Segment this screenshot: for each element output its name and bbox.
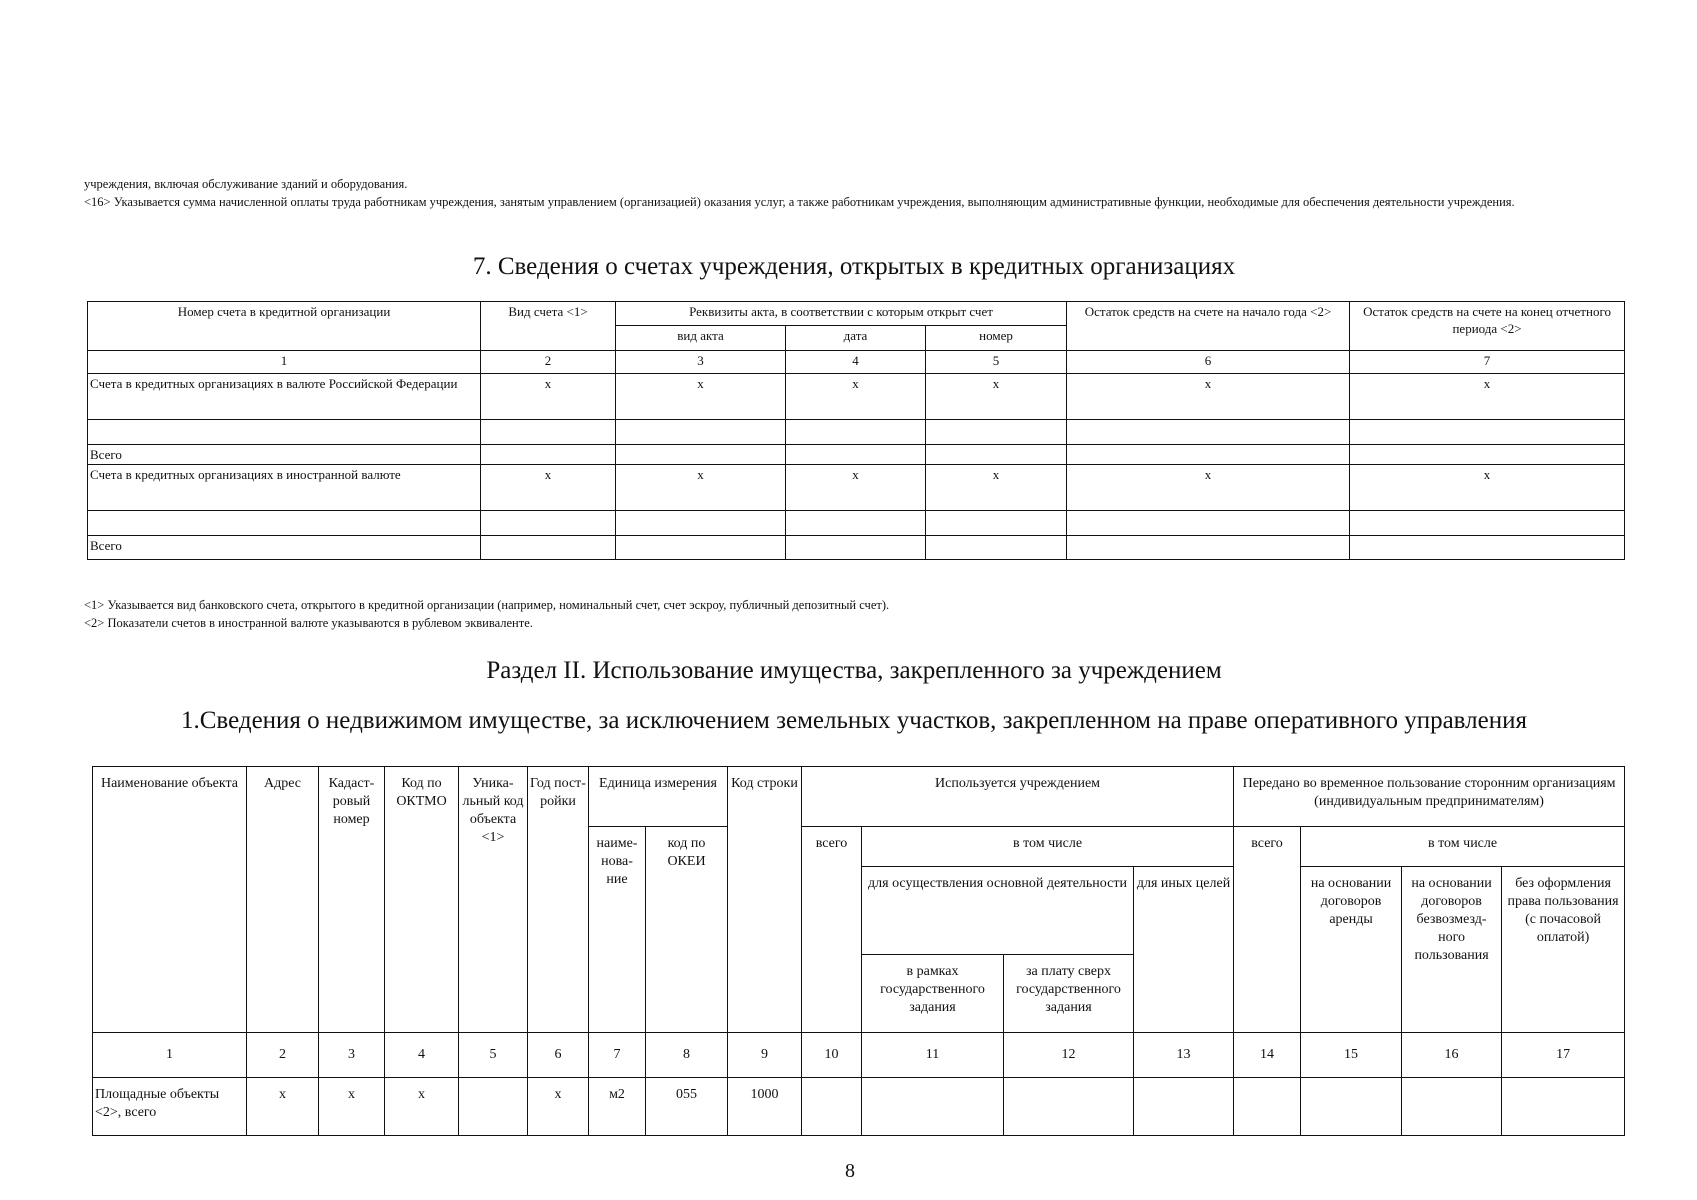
col-number: 12 <box>1004 1033 1134 1078</box>
header-within-task: в рамках государственного задания <box>862 955 1004 1033</box>
header-balance-start: Остаток средств на счете на начало года <2> <box>1067 302 1350 351</box>
table-row <box>88 445 1625 465</box>
accounts-table <box>87 301 1625 560</box>
empty-cell <box>616 420 786 445</box>
col-number: 17 <box>1502 1033 1625 1078</box>
header-act-details: Реквизиты акта, в соответствии с которым открыт счет <box>616 302 1067 326</box>
col-number: 1 <box>93 1033 247 1078</box>
header-rent: на основании договоров аренды <box>1301 867 1402 1033</box>
empty-cell <box>926 445 1067 465</box>
empty-cell <box>926 511 1067 536</box>
col-number: 15 <box>1301 1033 1402 1078</box>
col-number: 5 <box>926 351 1067 374</box>
cell-x: x <box>319 1078 385 1136</box>
table-row <box>88 374 1625 420</box>
cell-x: x <box>786 465 926 511</box>
header-free-use: на основании договоров безвозмезд-ного пользования <box>1402 867 1502 1033</box>
header-oktmo: Код по ОКТМО <box>385 767 459 1033</box>
header-used: Используется учреждением <box>802 767 1234 827</box>
header-cadastral: Кадаст-ровый номер <box>319 767 385 1033</box>
cell-x: x <box>616 374 786 420</box>
re-header-row-1 <box>93 767 1625 827</box>
col-number: 10 <box>802 1033 862 1078</box>
empty-cell <box>616 536 786 560</box>
empty-cell <box>786 536 926 560</box>
empty-cell <box>481 536 616 560</box>
col-number: 5 <box>459 1033 528 1078</box>
empty-cell <box>1234 1078 1301 1136</box>
header-act-number: номер <box>926 326 1067 351</box>
row-label-rub: Счета в кредитных организациях в валюте Российской Федерации <box>88 374 481 420</box>
empty-cell <box>481 511 616 536</box>
col-number: 6 <box>528 1033 589 1078</box>
cell-okei: 055 <box>646 1078 728 1136</box>
header-unique-code: Уника-льный код объекта <1> <box>459 767 528 1033</box>
empty-cell <box>1134 1078 1234 1136</box>
cell-x: x <box>247 1078 319 1136</box>
cell-x: x <box>1350 374 1625 420</box>
header-unit-name: наиме-нова-ние <box>589 827 646 1033</box>
page-number: 8 <box>845 1160 855 1182</box>
cell-x: x <box>1067 374 1350 420</box>
empty-cell <box>1350 420 1625 445</box>
empty-cell <box>616 445 786 465</box>
cell-x: x <box>528 1078 589 1136</box>
row-label-total: Всего <box>88 445 481 465</box>
empty-cell <box>862 1078 1004 1136</box>
empty-cell <box>786 445 926 465</box>
table-row <box>88 536 1625 560</box>
header-act-date: дата <box>786 326 926 351</box>
row-area-objects-label: Площадные объекты <2>, всего <box>93 1078 247 1136</box>
table-row <box>93 1078 1625 1136</box>
empty-cell <box>802 1078 862 1136</box>
empty-cell <box>1402 1078 1502 1136</box>
col-number: 4 <box>385 1033 459 1078</box>
cell-x: x <box>481 374 616 420</box>
empty-cell <box>88 511 481 536</box>
col-number: 13 <box>1134 1033 1234 1078</box>
empty-cell <box>1350 445 1625 465</box>
header-paid-over-task: за плату сверх государственного задания <box>1004 955 1134 1033</box>
empty-cell <box>926 536 1067 560</box>
row-label-total: Всего <box>88 536 481 560</box>
col-number: 14 <box>1234 1033 1301 1078</box>
cell-x: x <box>1067 465 1350 511</box>
empty-cell <box>1502 1078 1625 1136</box>
cell-x: x <box>926 465 1067 511</box>
header-balance-end: Остаток средств на счете на конец отчетного периода <2> <box>1350 302 1625 351</box>
cell-x: x <box>481 465 616 511</box>
header-no-rights: без оформления права пользования (с почасовой оплатой) <box>1502 867 1625 1033</box>
empty-cell <box>1350 511 1625 536</box>
col-number: 1 <box>88 351 481 374</box>
empty-cell <box>1067 420 1350 445</box>
cell-x: x <box>786 374 926 420</box>
header-used-total: всего <box>802 827 862 1033</box>
top-note-continuation: учреждения, включая обслуживание зданий и оборудования. <box>84 177 408 191</box>
col-number: 11 <box>862 1033 1004 1078</box>
accounts-column-numbers <box>88 351 1625 374</box>
table-row <box>88 420 1625 445</box>
empty-cell <box>1350 536 1625 560</box>
footnote-2: <2> Показатели счетов в иностранной валюте указываются в рублевом эквиваленте. <box>84 616 533 630</box>
header-act-type: вид акта <box>616 326 786 351</box>
header-year-built: Год пост-ройки <box>528 767 589 1033</box>
empty-cell <box>616 511 786 536</box>
cell-unit: м2 <box>589 1078 646 1136</box>
cell-row-code: 1000 <box>728 1078 802 1136</box>
col-number: 8 <box>646 1033 728 1078</box>
empty-cell <box>459 1078 528 1136</box>
col-number: 4 <box>786 351 926 374</box>
col-number: 3 <box>616 351 786 374</box>
empty-cell <box>926 420 1067 445</box>
cell-x: x <box>616 465 786 511</box>
empty-cell <box>88 420 481 445</box>
empty-cell <box>786 420 926 445</box>
header-transferred-incl: в том числе <box>1301 827 1625 867</box>
header-transferred: Передано во временное пользование сторонним организациям (индивидуальным предпринимателям) <box>1234 767 1625 827</box>
header-unit-okei: код по ОКЕИ <box>646 827 728 1033</box>
table-row <box>88 511 1625 536</box>
section-2-subtitle: 1.Сведения о недвижимом имуществе, за исключением земельных участков, закрепленном на праве оперативного управления <box>181 707 1527 734</box>
header-account-type: Вид счета <1> <box>481 302 616 351</box>
empty-cell <box>1301 1078 1402 1136</box>
col-number: 9 <box>728 1033 802 1078</box>
col-number: 7 <box>1350 351 1625 374</box>
col-number: 3 <box>319 1033 385 1078</box>
empty-cell <box>1067 536 1350 560</box>
footnote-16: <16> Указывается сумма начисленной оплаты труда работникам учреждения, занятым управлением (организацией) оказания услуг, а также работникам учреждения, выполняющим административные функции, необходимые для обеспечения деятельности учреждения. <box>84 195 1515 209</box>
header-main-activity: для осуществления основной деятельности <box>862 867 1134 955</box>
col-number: 7 <box>589 1033 646 1078</box>
row-label-foreign: Счета в кредитных организациях в иностранной валюте <box>88 465 481 511</box>
empty-cell <box>786 511 926 536</box>
header-row-code: Код строки <box>728 767 802 1033</box>
cell-x: x <box>385 1078 459 1136</box>
header-unit: Единица измерения <box>589 767 728 827</box>
header-object-name: Наименование объекта <box>93 767 247 1033</box>
table-row <box>88 465 1625 511</box>
accounts-header-row-1 <box>88 302 1625 326</box>
header-address: Адрес <box>247 767 319 1033</box>
col-number: 16 <box>1402 1033 1502 1078</box>
header-used-incl: в том числе <box>862 827 1234 867</box>
section-2-title: Раздел II. Использование имущества, закрепленного за учреждением <box>486 657 1222 684</box>
header-account-number: Номер счета в кредитной организации <box>88 302 481 351</box>
col-number: 2 <box>481 351 616 374</box>
header-other-purposes: для иных целей <box>1134 867 1234 1033</box>
real-estate-table <box>92 766 1625 1136</box>
empty-cell <box>481 445 616 465</box>
header-transferred-total: всего <box>1234 827 1301 1033</box>
empty-cell <box>1067 511 1350 536</box>
empty-cell <box>1067 445 1350 465</box>
footnote-1: <1> Указывается вид банковского счета, открытого в кредитной организации (например, номинальный счет, счет эскроу, публичный депозитный счет). <box>84 598 890 612</box>
empty-cell <box>481 420 616 445</box>
cell-x: x <box>926 374 1067 420</box>
col-number: 6 <box>1067 351 1350 374</box>
empty-cell <box>1004 1078 1134 1136</box>
col-number: 2 <box>247 1033 319 1078</box>
cell-x: x <box>1350 465 1625 511</box>
section-7-title: 7. Сведения о счетах учреждения, открытых в кредитных организациях <box>472 253 1236 280</box>
re-column-numbers <box>93 1033 1625 1078</box>
